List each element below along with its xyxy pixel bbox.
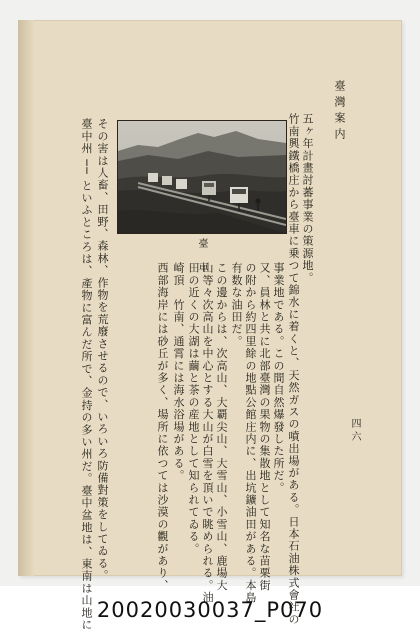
photo-handcart-railway — [117, 120, 287, 234]
text-column: 事業地である。この間自然爆發した所だ。 — [272, 262, 285, 494]
archive-image-id: 20020030037_P070 — [96, 598, 324, 622]
page-gutter-edge — [18, 20, 34, 576]
text-column: その害は人畜、田野、森林、作物を荒廢させるので、いろいろ防備對策をしてゐる。 — [96, 118, 109, 582]
text-column: 有数な油田だ。 — [230, 262, 243, 348]
text-column: 崎頂 竹南、通霄には海水浴場がある。 — [172, 262, 185, 482]
text-column: この邊からは、次高山、大覇尖山、大雪山、小雪山、鹿場大 — [215, 262, 228, 592]
text-column: の附から約四里餘の地點公館庄内に、出坑鑛油田がある。本島 — [244, 262, 257, 604]
text-column: 山等々次高山を中心とする大山が白雪を頂いで眺められる。油 — [201, 262, 214, 604]
text-column: 田の近くの大湖は繭と茶の産地として知られてゐる。 — [187, 262, 200, 555]
text-column: 西部海岸には砂丘が多く、場所に依つては沙漠の觀があり、 — [156, 262, 169, 592]
text-column: 臺中州 ── といふところは、產物に富んだ所で、金持の多い州だ。臺中盆地は、東南は山地に — [80, 118, 93, 632]
photo-caption: 臺車 — [196, 238, 207, 286]
text-column: 又、員林と共に北部臺灣の果物の集散地として知名な苗栗街 — [258, 262, 271, 592]
page-number: 四六 — [349, 418, 360, 444]
text-column: 五ヶ年計畫討蕃事業の策源地。 — [301, 113, 314, 284]
text-column: 竹南興鐵橋庄から臺車に乗つて錦水に着くと、天然ガスの噴出場がある。日本石油株式會社の — [287, 113, 300, 626]
running-head: 臺灣案内 — [333, 80, 346, 144]
